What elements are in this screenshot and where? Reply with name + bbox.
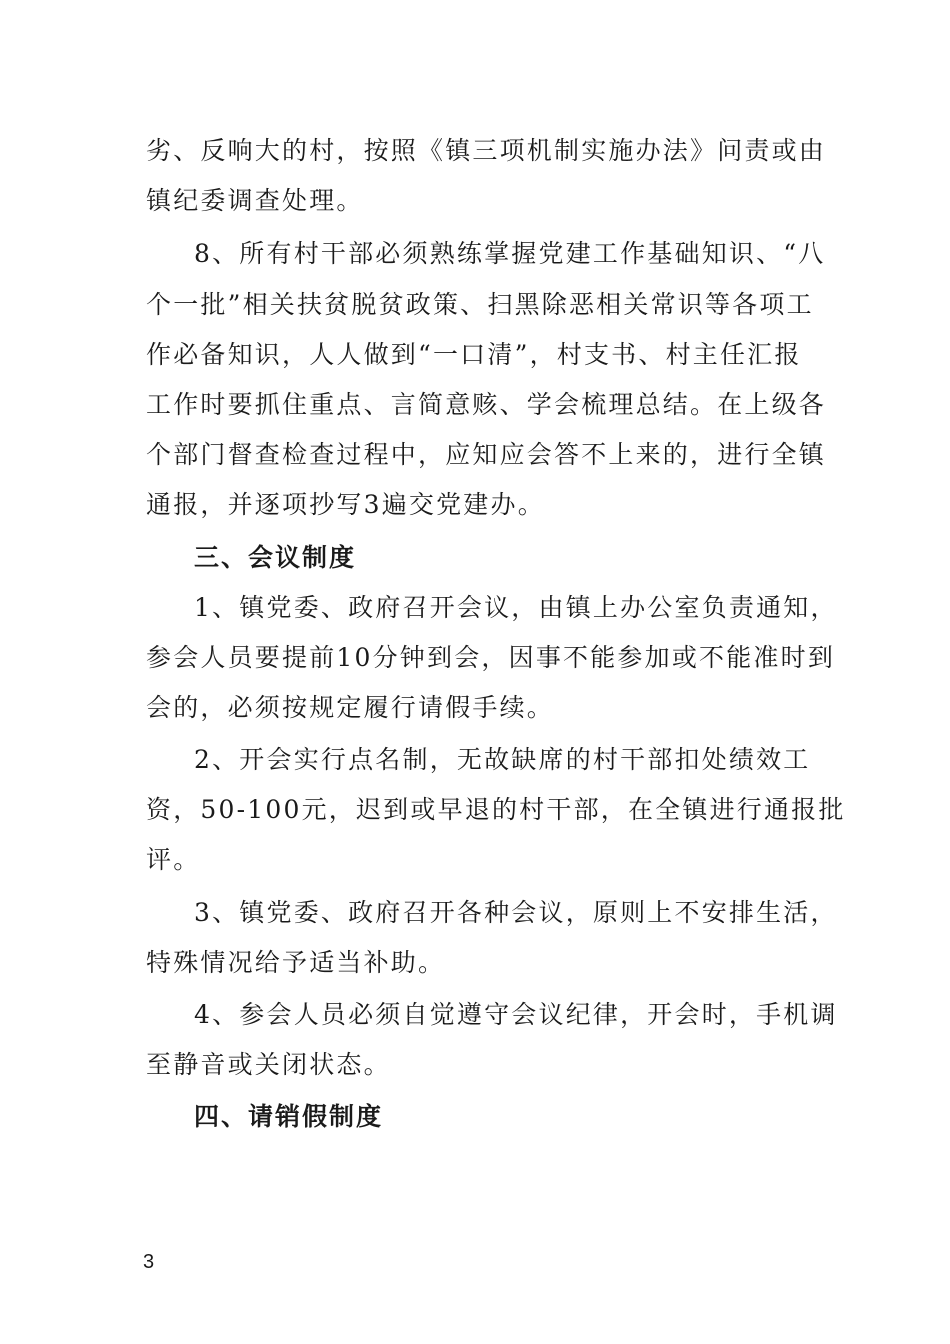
text-line: 镇纪委调查处理。 (146, 186, 364, 215)
page-number: 3 (143, 1251, 155, 1273)
text-line: 劣、反响大的村，按照《镇三项机制实施办法》问责或由 (146, 136, 827, 165)
text-line: 作必备知识，人人做到“一口清”，村支书、村主任汇报 (146, 340, 802, 369)
text-line: 个部门督查检查过程中，应知应会答不上来的，进行全镇 (146, 440, 827, 469)
text-line: 资，50-100元，迟到或早退的村干部，在全镇进行通报批 (146, 795, 846, 824)
paragraph-8-line: 8、所有村干部必须熟练掌握党建工作基础知识、“八 (194, 239, 826, 268)
section-heading-meeting: 三、会议制度 (194, 543, 357, 572)
text-line: 评。 (146, 845, 201, 874)
paragraph-4-line: 4、参会人员必须自觉遵守会议纪律，开会时，手机调 (194, 1000, 838, 1029)
text-line: 至静音或关闭状态。 (146, 1050, 391, 1079)
section-heading-leave: 四、请销假制度 (194, 1102, 384, 1131)
paragraph-2-line: 2、开会实行点名制，无故缺席的村干部扣处绩效工 (194, 745, 811, 774)
text-line: 个一批”相关扶贫脱贫政策、扫黑除恶相关常识等各项工 (146, 290, 814, 319)
text-line: 通报，并逐项抄写3遍交党建办。 (146, 490, 545, 519)
text-line: 参会人员要提前10分钟到会，因事不能参加或不能准时到 (146, 643, 836, 672)
text-line: 会的，必须按规定履行请假手续。 (146, 693, 555, 722)
paragraph-1-line: 1、镇党委、政府召开会议，由镇上办公室负责通知， (194, 593, 838, 622)
text-line: 特殊情况给予适当补助。 (146, 948, 446, 977)
text-line: 工作时要抓住重点、言简意赅、学会梳理总结。在上级各 (146, 390, 827, 419)
paragraph-3-line: 3、镇党委、政府召开各种会议，原则上不安排生活， (194, 898, 838, 927)
